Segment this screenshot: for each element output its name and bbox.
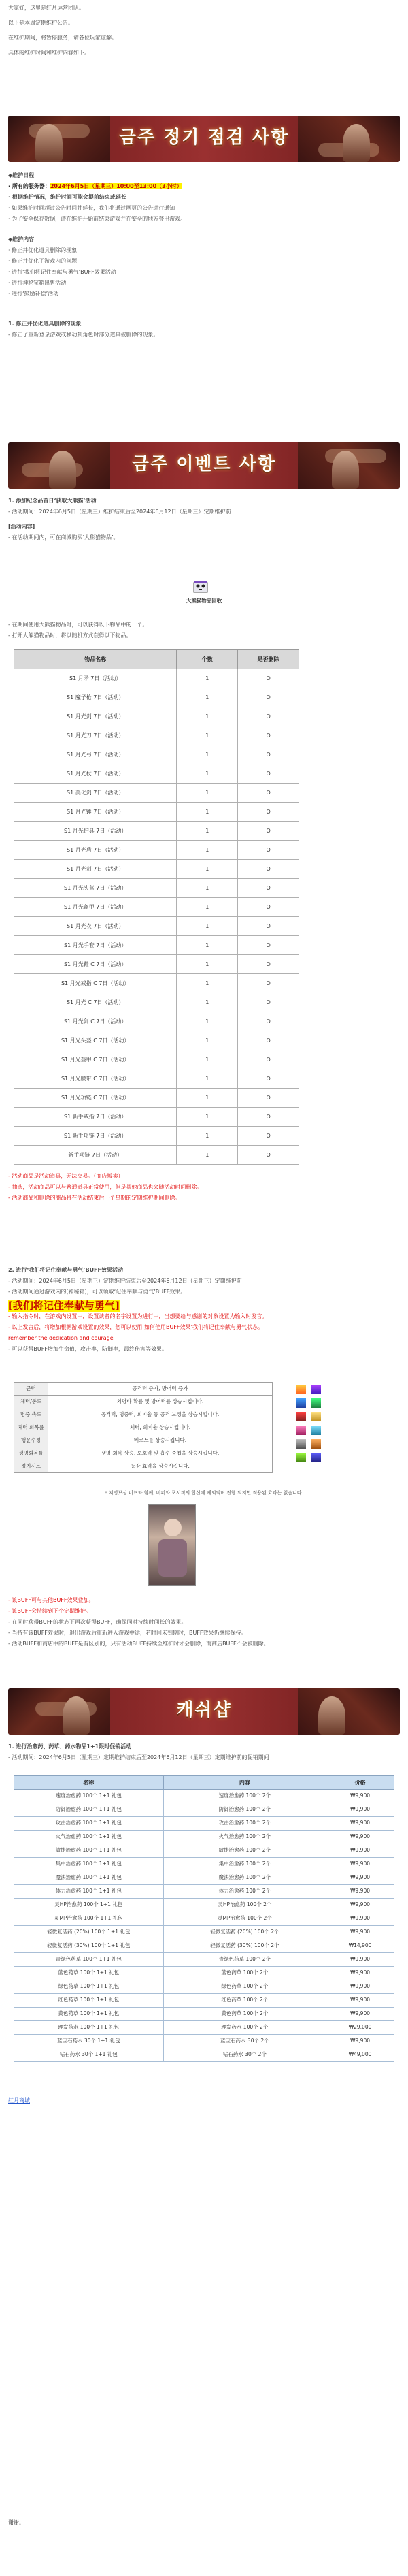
buff-name: 체력/통도: [14, 1396, 48, 1408]
table-row: [14, 1069, 299, 1089]
shop-cell: ₩9,900: [326, 1871, 394, 1885]
shop-cell: 集中治愈药 100个 2个: [163, 1858, 326, 1871]
buff-character-image: [148, 1504, 196, 1586]
content-item: · 进行‘我们将记住奉献与勇气’BUFF效果活动: [8, 269, 116, 275]
table-cell: 1: [177, 917, 238, 936]
shop-period: - 活动期间：2024年6月5日（星期三）定期维护结束后至2024年6月12日（星期三）定期维护前的促销期间: [8, 1754, 269, 1760]
table-row: [14, 764, 299, 784]
shop-cell: 灵MP治愈药 100个 2个: [163, 1912, 326, 1926]
table-row: [14, 784, 299, 803]
shop-cell: 红色药草 100个 1+1 礼包: [14, 1994, 164, 2008]
shop-cell: 蓝宝石药水 30个 1+1 礼包: [14, 2035, 164, 2048]
shop-cell: 绿色药草 100个 1+1 礼包: [14, 1980, 164, 1994]
table-cell: 1: [177, 707, 238, 726]
buff-effect: 베르트를 상승시킵니다.: [48, 1434, 273, 1447]
table-cell: O: [238, 974, 299, 993]
table-cell: 1: [177, 898, 238, 917]
buff-icon: [311, 1385, 321, 1394]
table-cell: 1: [177, 993, 238, 1012]
shop-cell: 速度治愈药 100个 1+1 礼包: [14, 1790, 164, 1803]
panda-item-table: [14, 649, 299, 1165]
table-cell: O: [238, 764, 299, 784]
table-row: [14, 1012, 299, 1031]
table-row: [14, 745, 299, 764]
col-header: 价格: [326, 1776, 394, 1790]
event2-title: 2. 进行‘我们将记住奉献与勇气’BUFF效果活动: [8, 1267, 123, 1273]
table-row: [14, 1127, 299, 1146]
table-cell: S1 月矛 7日（活动）: [14, 669, 177, 688]
table-cell: S1 月光剑 7日（活动）: [14, 707, 177, 726]
buff-icon: [311, 1412, 321, 1421]
table-cell: 1: [177, 764, 238, 784]
col-header: 名称: [14, 1776, 164, 1790]
table-cell: O: [238, 841, 299, 860]
shop-row: [14, 1817, 394, 1831]
shop-row: [14, 1871, 394, 1885]
shop-cell: ₩9,900: [326, 1994, 394, 2008]
shop-cell: 黄色药草 100个 2个: [163, 2008, 326, 2021]
intro-line: 具体的维护时间和维护内容如下。: [8, 50, 90, 56]
table-cell: 1: [177, 1089, 238, 1108]
table-cell: O: [238, 784, 299, 803]
event1-period: - 活动期间：2024年6月5日（星期三）维护结束后至2024年6月12日（星期三）定期维护前: [8, 509, 231, 515]
table-row: [14, 993, 299, 1012]
buff-row: [14, 1383, 273, 1396]
shop-row: [14, 1899, 394, 1912]
table-cell: S1 月光剑 C 7日（活动）: [14, 1012, 177, 1031]
intro-line: 在维护期间，将暂停服务，请各位玩家谅解。: [8, 35, 117, 41]
banner-events: [8, 442, 400, 489]
event1-note: - 打开大熊猫物品时，将以随机方式获得以下物品。: [8, 632, 132, 639]
buff-footnote: * 치명보상 버프와 함께, 버퍼와 포서직의 합산에 제외되며 진행 되지만 적용된 효과는 없습니다.: [105, 1490, 303, 1496]
table-cell: 1: [177, 1050, 238, 1069]
buff-icon: [311, 1453, 321, 1462]
event1-title: 1. 添加纪念品首日‘获取大熊猫’活动: [8, 498, 97, 504]
table-cell: 1: [177, 936, 238, 955]
table-cell: O: [238, 955, 299, 974]
panda-box-icon: [190, 579, 211, 595]
shop-cell: ₩49,000: [326, 2048, 394, 2062]
shop-cell: ₩29,000: [326, 2021, 394, 2035]
buff-name: 체력 회복률: [14, 1421, 48, 1434]
table-cell: S1 月光剑 7日（活动）: [14, 860, 177, 879]
table-cell: 1: [177, 879, 238, 898]
shop-row: [14, 1939, 394, 1953]
table-cell: O: [238, 707, 299, 726]
table-row: [14, 955, 299, 974]
table-cell: S1 新手项链 7日（活动）: [14, 1127, 177, 1146]
table-row: [14, 726, 299, 745]
table-cell: O: [238, 917, 299, 936]
table-row: [14, 803, 299, 822]
note-line: - 当持有该BUFF效果时，退出游戏后重新进入游戏中途，若时间未到期时，BUFF效果仍继续保持。: [8, 1630, 247, 1636]
buff-name: 행운수정: [14, 1434, 48, 1447]
table-row: [14, 898, 299, 917]
shop-table: [14, 1775, 394, 2062]
table-row: [14, 1089, 299, 1108]
shop-cell: 蓝宝石药水 30个 2个: [163, 2035, 326, 2048]
table-row: [14, 822, 299, 841]
event2-highlight: [我们将记住奉献与勇气]: [8, 1300, 120, 1312]
shop-row: [14, 1844, 394, 1858]
content-item: · 进行神秘宝箱出售活动: [8, 280, 67, 286]
shop-cell: ₩9,900: [326, 1926, 394, 1939]
table-cell: O: [238, 745, 299, 764]
shop-cell: 绿色药草 100个 2个: [163, 1980, 326, 1994]
schedule-heading: ◆维护日程: [8, 172, 35, 178]
event1-content: - 在活动期间内，可在商城购买‘大熊猫物品’。: [8, 534, 119, 541]
table-row: [14, 1108, 299, 1127]
banner-title: 금주 이벤트 사항: [132, 454, 276, 474]
buff-row: [14, 1434, 273, 1447]
shop-row: [14, 2035, 394, 2048]
shop-row: [14, 1831, 394, 1844]
table-cell: S1 月光手套 7日（活动）: [14, 936, 177, 955]
table-cell: O: [238, 1089, 299, 1108]
shop-cell: 灵HP治愈药 100个 1+1 礼包: [14, 1899, 164, 1912]
table-row: [14, 917, 299, 936]
character-body: [158, 1539, 187, 1577]
shop-cell: 攻击治愈药 100个 1+1 礼包: [14, 1817, 164, 1831]
shop-table-wrap: [14, 1775, 394, 2062]
shop-cell: 蓝色药草 100个 2个: [163, 1967, 326, 1980]
table-cell: O: [238, 1146, 299, 1165]
banner-shop: [8, 1688, 400, 1735]
warning-line: - 活动商品是活动道具，无法交易。（商店贩卖）: [8, 1173, 124, 1179]
buff-icon: [311, 1398, 321, 1408]
table-cell: S1 月光头盔 7日（活动）: [14, 879, 177, 898]
content-item: · 修正并优化了游戏内的问题: [8, 258, 78, 264]
event2-text: - 活动期间通过游戏内的[神秘箱]，可以领取‘记住奉献与勇气’BUFF效果。: [8, 1289, 186, 1295]
table-cell: 1: [177, 1146, 238, 1165]
table-row: [14, 841, 299, 860]
content-item: · 修正并优化道具删除的现象: [8, 247, 78, 253]
event2-text: - 以上发言后，将增加根据游戏设置的效果，您可以使用‘如何使用BUFF效果’我们将记住奉献与勇气状态。: [8, 1324, 264, 1330]
buff-effect: 공격력 증가, 방어력 증가: [48, 1383, 273, 1396]
shop-row: [14, 1980, 394, 1994]
shop-cell: 轻微复活药 (20%) 100个 1+1 礼包: [14, 1926, 164, 1939]
maintenance-section: [8, 172, 400, 301]
buff-icon: [296, 1412, 306, 1421]
table-row: [14, 936, 299, 955]
shop-link[interactable]: 红月商城: [8, 2097, 30, 2104]
shop-cell: 集中治愈药 100个 1+1 礼包: [14, 1858, 164, 1871]
note-line: - 在同时获得BUFF的状态下再次获得BUFF，确保同时持续时间长的效果。: [8, 1619, 187, 1625]
table-cell: S1 魔子枪 7日（活动）: [14, 688, 177, 707]
table-cell: O: [238, 1012, 299, 1031]
buff-icon: [311, 1426, 321, 1435]
shop-cell: ₩9,900: [326, 1899, 394, 1912]
buff-effect: 치명타 확률 및 방어력률 상승시킵니다.: [48, 1396, 273, 1408]
col-header: 是否删除: [238, 650, 299, 669]
warning-line: - 活动商品和删除的商品将在活动结束后一个星期的定期维护期间删除。: [8, 1195, 181, 1201]
table-cell: 1: [177, 1031, 238, 1050]
table-cell: 新手项链 7日（活动）: [14, 1146, 177, 1165]
item-caption: 大熊猫物品回收: [186, 598, 222, 604]
table-cell: S1 月光护具 7日（活动）: [14, 822, 177, 841]
event1-notes: [8, 621, 400, 643]
shop-row: [14, 1967, 394, 1980]
shop-row: [14, 1803, 394, 1817]
shop-row: [14, 1858, 394, 1871]
buff-icon: [296, 1439, 306, 1449]
shop-cell: ₩9,900: [326, 1831, 394, 1844]
content-heading: ◆维护内容: [8, 236, 35, 242]
table-cell: O: [238, 993, 299, 1012]
intro: [8, 4, 400, 64]
event2-text: - 输入指令时，在游戏内设置中，设置读者的名字设置为进行中，当想要给与感谢的对象设置为输入时发言。: [8, 1313, 268, 1319]
schedule-note: · 为了安全保存数据，请在维护开始前结束游戏并在安全的地方登出游戏。: [8, 216, 186, 222]
shop-row: [14, 2021, 394, 2035]
table-cell: S1 月光头盔 C 7日（活动）: [14, 1031, 177, 1050]
buff-name: 근력: [14, 1383, 48, 1396]
table-cell: 1: [177, 955, 238, 974]
shop-cell: 轻微复活药 (20%) 100个 2个: [163, 1926, 326, 1939]
table-cell: S1 月光盔甲 7日（活动）: [14, 898, 177, 917]
shop-cell: 红色药草 100个 2个: [163, 1994, 326, 2008]
fix-body: - 修正了重新登录游戏或移动到角色时部分道具被删除的现象。: [8, 332, 159, 338]
event1-content-label: [活动内容]: [8, 524, 35, 530]
banner-title: 캐쉬샵: [176, 1700, 232, 1720]
table-cell: O: [238, 1069, 299, 1089]
shop-cell: ₩9,900: [326, 1844, 394, 1858]
table-cell: 1: [177, 803, 238, 822]
col-header: 物品名称: [14, 650, 177, 669]
table-cell: 1: [177, 841, 238, 860]
buff-row: [14, 1408, 273, 1421]
shop-section: [8, 1743, 400, 1765]
shop-cell: ₩9,900: [326, 2035, 394, 2048]
col-header: 个数: [177, 650, 238, 669]
fix-section: [8, 320, 400, 342]
event2-notes: [8, 1596, 400, 1651]
content-item: · 进行‘鼓励补偿’活动: [8, 291, 59, 297]
buff-effect: 동장 효력을 상승시킵니다.: [48, 1460, 273, 1473]
buff-name: 명중 속도: [14, 1408, 48, 1421]
table-row: [14, 707, 299, 726]
shop-cell: ₩9,900: [326, 1817, 394, 1831]
table-cell: 1: [177, 822, 238, 841]
shop-cell: 轻微复活药 (30%) 100个 1+1 礼包: [14, 1939, 164, 1953]
event2-period: - 活动期间：2024年6月5日（星期三）定期维护结束后至2024年6月12日（星期三）定期维护前: [8, 1278, 242, 1284]
table-cell: O: [238, 822, 299, 841]
table-cell: 1: [177, 726, 238, 745]
shop-row: [14, 2048, 394, 2062]
banner-title: 금주 정기 점검 사항: [118, 127, 290, 148]
table-cell: O: [238, 936, 299, 955]
schedule-note: · 如果维护时间超过公告时间并延长，我们将通过网页的公告进行通知: [8, 205, 175, 211]
table-cell: 1: [177, 1127, 238, 1146]
table-cell: S1 月光项链 C 7日（活动）: [14, 1089, 177, 1108]
table-cell: O: [238, 669, 299, 688]
table-cell: O: [238, 726, 299, 745]
col-header: 内容: [163, 1776, 326, 1790]
shop-cell: 火气治愈药 100个 2个: [163, 1831, 326, 1844]
banner-maintenance: [8, 116, 400, 162]
shop-cell: 青绿色药草 100个 1+1 礼包: [14, 1953, 164, 1967]
buff-effect: 공격력, 명중력, 회피율 등 공격 보정을 상승시킵니다.: [48, 1408, 273, 1421]
buff-table: [14, 1382, 273, 1473]
table-cell: S1 月光戒指 C 7日（活动）: [14, 974, 177, 993]
table-cell: 1: [177, 745, 238, 764]
buff-effect: 생명 회복 상승, 보호력 및 흡수 중첩을 상승시킵니다.: [48, 1447, 273, 1460]
event1-note: - 在期间使用大熊猫物品时，可以获得以下物品中的一个。: [8, 622, 148, 628]
shop-cell: ₩9,900: [326, 1912, 394, 1926]
shop-cell: ₩9,900: [326, 1803, 394, 1817]
shop-cell: 敏捷治愈药 100个 1+1 礼包: [14, 1844, 164, 1858]
shop-row: [14, 2008, 394, 2021]
table-cell: S1 月光 C 7日（活动）: [14, 993, 177, 1012]
intro-line: 大家好，这里是红月运营团队。: [8, 5, 84, 11]
table-row: [14, 1146, 299, 1165]
event1-warnings: [8, 1172, 400, 1205]
shop-cell: ₩9,900: [326, 1967, 394, 1980]
buff-row: [14, 1396, 273, 1408]
event2-text: - 可以获得BUFF增加生命值，攻击率，防御率，最终伤害等效果。: [8, 1346, 167, 1352]
shop-cell: 防御治愈药 100个 1+1 礼包: [14, 1803, 164, 1817]
table-cell: 1: [177, 688, 238, 707]
table-cell: O: [238, 1031, 299, 1050]
shop-cell: 敏捷治愈药 100个 2个: [163, 1844, 326, 1858]
shop-cell: 体力治愈药 100个 1+1 礼包: [14, 1885, 164, 1899]
shop-cell: 轻微复活药 (30%) 100个 2个: [163, 1939, 326, 1953]
shop-cell: 灵MP治愈药 100个 1+1 礼包: [14, 1912, 164, 1926]
shop-cell: 火气治愈药 100个 1+1 礼包: [14, 1831, 164, 1844]
shop-cell: 青绿色药草 100个 2个: [163, 1953, 326, 1967]
table-cell: S1 月光盾 7日（活动）: [14, 841, 177, 860]
table-cell: 1: [177, 1012, 238, 1031]
table-cell: O: [238, 688, 299, 707]
shop-cell: 攻击治愈药 100个 2个: [163, 1817, 326, 1831]
shop-cell: ₩9,900: [326, 2008, 394, 2021]
shop-cell: 体力治愈药 100个 2个: [163, 1885, 326, 1899]
table-row: [14, 1031, 299, 1050]
shop-cell: 理发药水 100个 2个: [163, 2021, 326, 2035]
buff-icon: [296, 1453, 306, 1462]
buff-row: [14, 1421, 273, 1434]
table-cell: 1: [177, 784, 238, 803]
panda-item-table-wrap: [14, 649, 299, 1165]
table-row: [14, 1050, 299, 1069]
schedule-label: · 所有的服务器：: [8, 183, 50, 189]
table-cell: S1 月光衣 7日（活动）: [14, 917, 177, 936]
shop-cell: ₩9,900: [326, 1885, 394, 1899]
shop-cell: 速度治愈药 100个 2个: [163, 1790, 326, 1803]
shop-title: 1. 进行治愈药、药草、药水物品1+1限时促销活动: [8, 1743, 132, 1750]
note-line: - 活动BUFF和商店中的BUFF是有区别的，只有活动BUFF持续至维护时才会删除，而商店BUFF不会被删除。: [8, 1641, 269, 1647]
table-row: [14, 974, 299, 993]
shop-cell: ₩9,900: [326, 1858, 394, 1871]
shop-cell: ₩14,900: [326, 1939, 394, 1953]
shop-cell: ₩9,900: [326, 1790, 394, 1803]
table-cell: S1 月光腰带 C 7日（活动）: [14, 1069, 177, 1089]
table-row: [14, 688, 299, 707]
intro-line: 以下是本周定期维护公告。: [8, 20, 73, 26]
warning-line: - 该BUFF会持续到下个定期维护。: [8, 1608, 91, 1614]
buff-name: 생명회복률: [14, 1447, 48, 1460]
shop-row: [14, 1912, 394, 1926]
event2-section: [8, 1266, 400, 1356]
schedule-note: · 根据维护情况，维护时间可能会提前结束或延长: [8, 194, 126, 200]
table-cell: O: [238, 1127, 299, 1146]
table-row: [14, 860, 299, 879]
shop-cell: 钻石药水 30个 1+1 礼包: [14, 2048, 164, 2062]
table-cell: S1 新手戒指 7日（活动）: [14, 1108, 177, 1127]
shop-cell: 魔法治愈药 100个 1+1 礼包: [14, 1871, 164, 1885]
buff-icon: [296, 1426, 306, 1435]
table-cell: S1 月光盔甲 C 7日（活动）: [14, 1050, 177, 1069]
fix-title: 1. 修正并优化道具删除的现象: [8, 321, 82, 327]
table-row: [14, 669, 299, 688]
table-cell: S1 月光刀 7日（活动）: [14, 726, 177, 745]
table-cell: O: [238, 1050, 299, 1069]
table-cell: O: [238, 879, 299, 898]
table-cell: 1: [177, 1069, 238, 1089]
shop-cell: 蓝色药草 100个 1+1 礼包: [14, 1967, 164, 1980]
table-cell: 1: [177, 974, 238, 993]
table-cell: S1 美化剑 7日（活动）: [14, 784, 177, 803]
table-cell: O: [238, 898, 299, 917]
warning-line: - 抽选，活动商品可以与普通道具正常使用，但是其他商品也会随活动时间删除。: [8, 1184, 203, 1190]
table-cell: O: [238, 860, 299, 879]
shop-cell: ₩9,900: [326, 1953, 394, 1967]
buff-effect: 체력, 회피율 상승시킵니다.: [48, 1421, 273, 1434]
table-cell: S1 月光锤 7日（活动）: [14, 803, 177, 822]
shop-cell: 钻石药水 30个 2个: [163, 2048, 326, 2062]
buff-name: 정기시트: [14, 1460, 48, 1473]
table-cell: 1: [177, 1108, 238, 1127]
shop-row: [14, 1790, 394, 1803]
table-row: [14, 879, 299, 898]
table-cell: 1: [177, 860, 238, 879]
table-cell: S1 月光鞋 C 7日（活动）: [14, 955, 177, 974]
buff-icon: [311, 1439, 321, 1449]
shop-cell: 黄色药草 100个 1+1 礼包: [14, 2008, 164, 2021]
event1-section: [8, 497, 400, 545]
table-cell: O: [238, 1108, 299, 1127]
outro: 谢谢。: [8, 2519, 24, 2526]
character-head: [164, 1519, 182, 1536]
shop-cell: 防御治愈药 100个 2个: [163, 1803, 326, 1817]
shop-row: [14, 1885, 394, 1899]
shop-cell: ₩9,900: [326, 1980, 394, 1994]
schedule-time: 2024年6月5日（星期三）10:00至13:00（3小时）: [50, 183, 182, 189]
buff-icon: [296, 1385, 306, 1394]
shop-cell: 灵HP治愈药 100个 2个: [163, 1899, 326, 1912]
buff-table-wrap: [14, 1382, 273, 1473]
table-cell: 1: [177, 669, 238, 688]
shop-cell: 理发药水 100个 1+1 礼包: [14, 2021, 164, 2035]
event2-text: remember the dedication and courage: [8, 1335, 114, 1341]
buff-row: [14, 1460, 273, 1473]
shop-row: [14, 1926, 394, 1939]
shop-row: [14, 1953, 394, 1967]
table-cell: O: [238, 803, 299, 822]
table-cell: S1 月光杖 7日（活动）: [14, 764, 177, 784]
buff-icon: [296, 1398, 306, 1408]
warning-line: - 该BUFF可与其他BUFF效果叠加。: [8, 1597, 95, 1603]
shop-cell: 魔法治愈药 100个 2个: [163, 1871, 326, 1885]
buff-row: [14, 1447, 273, 1460]
shop-row: [14, 1994, 394, 2008]
table-cell: S1 月光弓 7日（活动）: [14, 745, 177, 764]
